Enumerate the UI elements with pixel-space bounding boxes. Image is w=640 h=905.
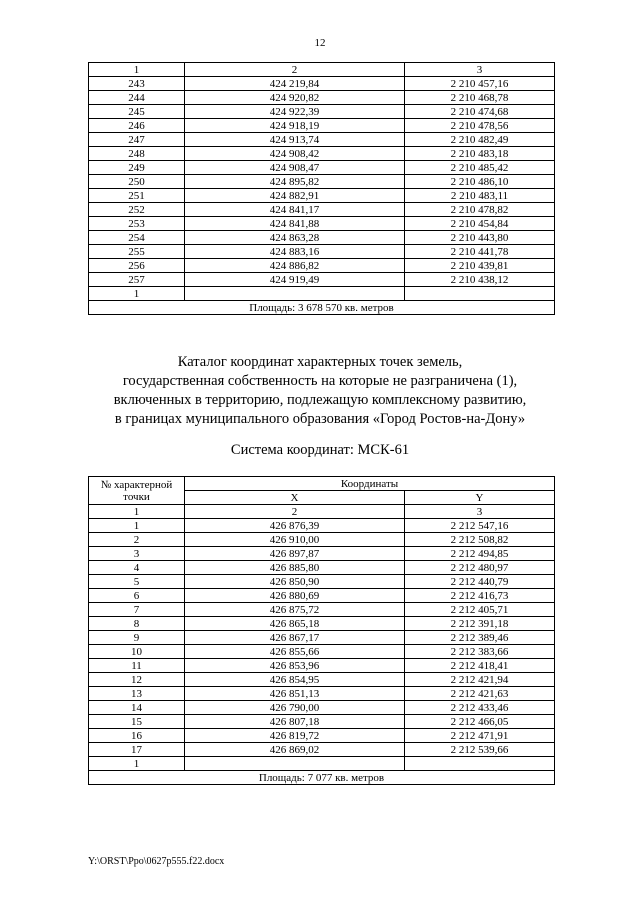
point-number-cell: 254 (89, 231, 185, 245)
point-number-cell: 17 (89, 743, 185, 757)
x-coordinate-cell: 426 865,18 (185, 617, 405, 631)
y-coordinate-cell: 2 210 468,78 (405, 91, 555, 105)
column-number-1: 1 (89, 63, 185, 77)
y-coordinate-cell: 2 212 547,16 (405, 519, 555, 533)
table-header-row (89, 477, 555, 491)
y-coordinate-cell: 2 212 421,63 (405, 687, 555, 701)
x-coordinate-cell (185, 757, 405, 771)
x-coordinate-cell: 426 819,72 (185, 729, 405, 743)
x-coordinate-cell: 424 908,47 (185, 161, 405, 175)
y-coordinate-cell: 2 212 433,46 (405, 701, 555, 715)
x-coordinate-cell: 426 875,72 (185, 603, 405, 617)
x-coordinate-cell: 426 853,96 (185, 659, 405, 673)
coordinates-table-1 (88, 62, 555, 315)
x-coordinate-cell: 426 869,02 (185, 743, 405, 757)
y-coordinate-cell: 2 210 454,84 (405, 217, 555, 231)
header-point-number (89, 477, 185, 505)
x-coordinate-cell: 426 910,00 (185, 533, 405, 547)
caption-line: Каталог координат характерных точек земель, (177, 354, 463, 370)
table-row (89, 231, 555, 245)
x-coordinate-cell: 424 886,82 (185, 259, 405, 273)
y-coordinate-cell: 2 210 482,49 (405, 133, 555, 147)
point-number-cell: 255 (89, 245, 185, 259)
point-number-cell: 2 (89, 533, 185, 547)
y-coordinate-cell: 2 210 474,68 (405, 105, 555, 119)
x-coordinate-cell: 424 883,16 (185, 245, 405, 259)
point-number-cell: 10 (89, 645, 185, 659)
table-row (89, 217, 555, 231)
y-coordinate-cell: 2 212 471,91 (405, 729, 555, 743)
catalog-caption (0, 353, 640, 429)
table-row (89, 561, 555, 575)
y-coordinate-cell: 2 212 418,41 (405, 659, 555, 673)
table-row (89, 533, 555, 547)
caption-line: в границах муниципального образования «Город Ростов-на-Дону» (114, 411, 526, 427)
table-row (89, 575, 555, 589)
x-coordinate-cell: 426 850,90 (185, 575, 405, 589)
point-number-cell: 3 (89, 547, 185, 561)
point-number-cell: 6 (89, 589, 185, 603)
y-coordinate-cell: 2 210 478,56 (405, 119, 555, 133)
point-number-cell: 13 (89, 687, 185, 701)
table-row (89, 687, 555, 701)
y-coordinate-cell (405, 757, 555, 771)
point-number-cell: 1 (89, 757, 185, 771)
y-coordinate-cell: 2 212 416,73 (405, 589, 555, 603)
table-row (89, 273, 555, 287)
x-coordinate-cell: 426 867,17 (185, 631, 405, 645)
table-row (89, 133, 555, 147)
coordinates-table-1-body (89, 63, 555, 301)
table-row (89, 175, 555, 189)
x-coordinate-cell: 424 841,17 (185, 203, 405, 217)
point-number-cell: 16 (89, 729, 185, 743)
column-number-2: 2 (185, 505, 405, 519)
point-number-cell: 14 (89, 701, 185, 715)
point-number-cell: 248 (89, 147, 185, 161)
table-row (89, 189, 555, 203)
table-row (89, 147, 555, 161)
y-coordinate-cell: 2 212 440,79 (405, 575, 555, 589)
x-coordinate-cell: 424 863,28 (185, 231, 405, 245)
area-row (89, 771, 555, 785)
x-coordinate-cell: 426 876,39 (185, 519, 405, 533)
header-x: X (185, 491, 405, 505)
point-number-cell: 247 (89, 133, 185, 147)
y-coordinate-cell: 2 210 441,78 (405, 245, 555, 259)
table-row (89, 589, 555, 603)
column-number-3: 3 (405, 63, 555, 77)
x-coordinate-cell: 426 855,66 (185, 645, 405, 659)
y-coordinate-cell: 2 212 383,66 (405, 645, 555, 659)
table-row (89, 91, 555, 105)
x-coordinate-cell: 424 920,82 (185, 91, 405, 105)
point-number-cell: 243 (89, 77, 185, 91)
y-coordinate-cell: 2 212 539,66 (405, 743, 555, 757)
y-coordinate-cell: 2 212 480,97 (405, 561, 555, 575)
point-number-cell: 11 (89, 659, 185, 673)
y-coordinate-cell: 2 210 443,80 (405, 231, 555, 245)
table-row (89, 757, 555, 771)
point-number-cell: 4 (89, 561, 185, 575)
x-coordinate-cell: 424 922,39 (185, 105, 405, 119)
point-number-cell: 250 (89, 175, 185, 189)
point-number-cell: 253 (89, 217, 185, 231)
y-coordinate-cell: 2 210 485,42 (405, 161, 555, 175)
caption-line: государственная собственность на которые не разграничена (1), (122, 373, 518, 389)
table-row (89, 701, 555, 715)
x-coordinate-cell: 426 790,00 (185, 701, 405, 715)
x-coordinate-cell: 424 908,42 (185, 147, 405, 161)
y-coordinate-cell: 2 212 494,85 (405, 547, 555, 561)
file-path-footer: Y:\ORST\Ppo\0627p555.f22.docx (88, 856, 225, 867)
y-coordinate-cell: 2 210 457,16 (405, 77, 555, 91)
y-coordinate-cell: 2 210 483,18 (405, 147, 555, 161)
header-coordinates: Координаты (185, 477, 555, 491)
point-number-cell: 5 (89, 575, 185, 589)
table-row (89, 617, 555, 631)
table-row (89, 519, 555, 533)
x-coordinate-cell: 426 880,69 (185, 589, 405, 603)
area-total: Площадь: 3 678 570 кв. метров (89, 301, 555, 315)
area-row (89, 301, 555, 315)
y-coordinate-cell (405, 287, 555, 301)
table-row (89, 119, 555, 133)
point-number-cell: 251 (89, 189, 185, 203)
header-point-line: точки (123, 490, 150, 503)
table-row (89, 161, 555, 175)
table-row (89, 603, 555, 617)
y-coordinate-cell: 2 210 439,81 (405, 259, 555, 273)
table-row (89, 287, 555, 301)
table-row (89, 631, 555, 645)
header-point-line: № характерной (100, 478, 173, 491)
point-number-cell: 12 (89, 673, 185, 687)
column-number-2: 2 (185, 63, 405, 77)
coordinate-system: Система координат: МСК-61 (230, 442, 410, 458)
x-coordinate-cell: 424 882,91 (185, 189, 405, 203)
table-row (89, 673, 555, 687)
table-row (89, 77, 555, 91)
page-number: 12 (314, 37, 326, 49)
point-number-cell: 8 (89, 617, 185, 631)
table-row (89, 715, 555, 729)
table-row (89, 645, 555, 659)
x-coordinate-cell: 426 885,80 (185, 561, 405, 575)
header-y: Y (405, 491, 555, 505)
table-row (89, 659, 555, 673)
y-coordinate-cell: 2 210 438,12 (405, 273, 555, 287)
y-coordinate-cell: 2 210 486,10 (405, 175, 555, 189)
point-number-cell: 245 (89, 105, 185, 119)
y-coordinate-cell: 2 210 478,82 (405, 203, 555, 217)
column-number-1: 1 (89, 505, 185, 519)
coordinates-table-2-body (89, 519, 555, 771)
y-coordinate-cell: 2 212 391,18 (405, 617, 555, 631)
x-coordinate-cell: 424 895,82 (185, 175, 405, 189)
point-number-cell: 7 (89, 603, 185, 617)
caption-line: включенных в территорию, подлежащую комплексному развитию, (113, 392, 527, 408)
x-coordinate-cell: 424 919,49 (185, 273, 405, 287)
table-header-row (89, 63, 555, 77)
table-row (89, 743, 555, 757)
coordinates-table-2 (88, 476, 555, 785)
point-number-cell: 246 (89, 119, 185, 133)
point-number-cell: 1 (89, 519, 185, 533)
point-number-cell: 9 (89, 631, 185, 645)
y-coordinate-cell: 2 212 405,71 (405, 603, 555, 617)
x-coordinate-cell: 424 219,84 (185, 77, 405, 91)
point-number-cell: 1 (89, 287, 185, 301)
point-number-cell: 15 (89, 715, 185, 729)
point-number-cell: 249 (89, 161, 185, 175)
table-row (89, 203, 555, 217)
x-coordinate-cell: 424 841,88 (185, 217, 405, 231)
point-number-cell: 244 (89, 91, 185, 105)
table-row (89, 245, 555, 259)
y-coordinate-cell: 2 212 421,94 (405, 673, 555, 687)
x-coordinate-cell (185, 287, 405, 301)
column-number-3: 3 (405, 505, 555, 519)
x-coordinate-cell: 424 913,74 (185, 133, 405, 147)
point-number-cell: 257 (89, 273, 185, 287)
x-coordinate-cell: 426 854,95 (185, 673, 405, 687)
table-row (89, 729, 555, 743)
y-coordinate-cell: 2 212 508,82 (405, 533, 555, 547)
table-numbering-row (89, 505, 555, 519)
table-row (89, 105, 555, 119)
x-coordinate-cell: 426 897,87 (185, 547, 405, 561)
point-number-cell: 256 (89, 259, 185, 273)
table-row (89, 259, 555, 273)
x-coordinate-cell: 424 918,19 (185, 119, 405, 133)
x-coordinate-cell: 426 807,18 (185, 715, 405, 729)
x-coordinate-cell: 426 851,13 (185, 687, 405, 701)
table-row (89, 547, 555, 561)
y-coordinate-cell: 2 212 389,46 (405, 631, 555, 645)
point-number-cell: 252 (89, 203, 185, 217)
area-total: Площадь: 7 077 кв. метров (89, 771, 555, 785)
y-coordinate-cell: 2 210 483,11 (405, 189, 555, 203)
y-coordinate-cell: 2 212 466,05 (405, 715, 555, 729)
